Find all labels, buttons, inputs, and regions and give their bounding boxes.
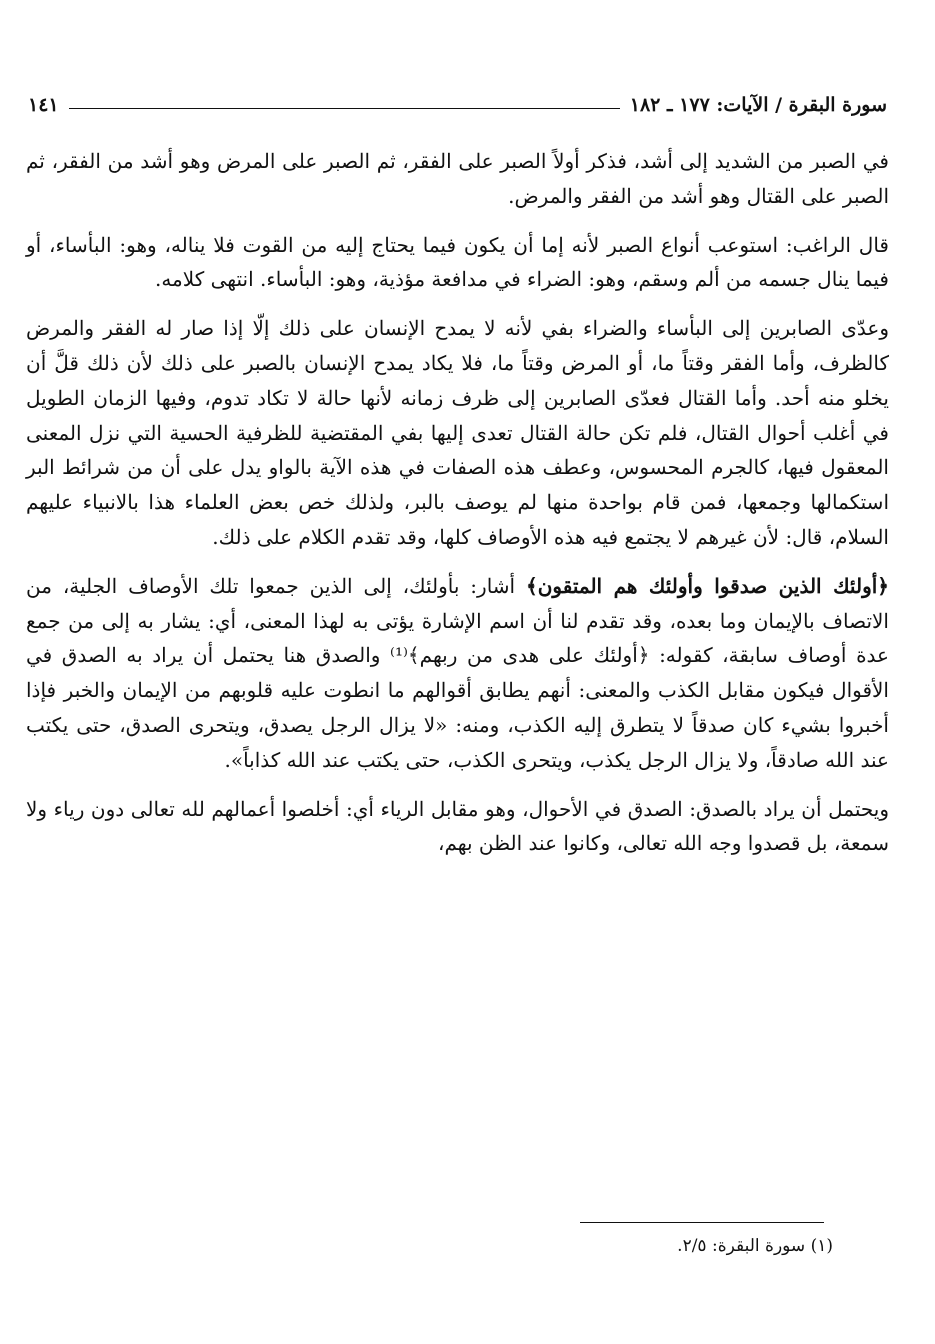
paragraph-5: ويحتمل أن يراد بالصدق: الصدق في الأحوال، وهو مقابل الرياء أي: أخلصوا أعمالهم لله تعالى دون رياء ولا سمعة، بل قصدوا وجه الله تعالى، وكانوا عند الظن بهم،	[26, 796, 889, 856]
running-header	[28, 86, 887, 116]
header-rule	[69, 108, 620, 109]
body-text	[26, 144, 889, 875]
paragraph-4-text: أشار: بأولئك، إلى الذين جمعوا تلك الأوصاف الجلية، من الاتصاف بالإيمان وما بعده، وقد تقدم لنا أن اسم الإشارة يؤتى به لهذا المعنى، أي: يشار به إلى من جمع عدة أوصاف سابقة، كقوله: ﴿أولئك على هدى من ربهم﴾⁽¹⁾ والصدق هنا يحتمل أن يراد به الصدق في الأقوال فيكون مقابل الكذب والمعنى: أنهم يطابق أقوالهم ما انطوت عليه قلوبهم من الإيمان والخبر فإذا أخبروا بشيء كان صدقاً لا يتطرق إليه الكذب، ومنه: «لا يزال الرجل يصدق، ويتحرى الصدق، حتى يكتب عند الله صادقاً، ولا يزال الرجل يكذب، ويتحرى الكذب، حتى يكتب عند الله كذاباً».	[26, 573, 889, 772]
paragraph-4	[26, 569, 889, 778]
paragraph-2: قال الراغب: استوعب أنواع الصبر لأنه إما أن يكون فيما يحتاج إليه من القوت فلا يناله، وهو: البأساء، أو فيما ينال جسمه من ألم وسقم، وهو: الضراء في مدافعة مؤذية، وهو: البأساء. انتهى كلامه.	[26, 232, 889, 292]
quran-verse-quote: ﴿أولئك الذين صدقوا وأولئك هم المتقون﴾	[525, 573, 889, 598]
paragraph-1: في الصبر من الشديد إلى أشد، فذكر أولاً الصبر على الفقر، ثم الصبر على المرض وهو أشد من الفقر، ثم الصبر على القتال وهو أشد من الفقر والمرض.	[26, 149, 889, 208]
footnote-rule	[580, 1222, 824, 1223]
footnote: (١) سورة البقرة: ٢/٥.	[677, 1236, 833, 1256]
header-title: سورة البقرة / الآيات: ١٧٧ ـ ١٨٢	[629, 94, 887, 116]
page-number: ١٤١	[28, 94, 59, 116]
paragraph-3: وعدّى الصابرين إلى البأساء والضراء بفي لأنه لا يمدح الإنسان على ذلك إلّا إذا صار له الفقر والمرض كالظرف، وأما الفقر وقتاً ما، أو المرض وقتاً ما، فلا يكاد يمدح الإنسان بالصبر على ذلك لأن ذلك قلَّ أن يخلو منه أحد. وأما القتال فعدّى الصابرين إلى ظرف زمانه لأنها حالة لا تكاد تدوم، وفيها الزمان الطويل في أغلب أحوال القتال، فلم تكن حالة القتال تعدى إليها بفي المقتضية للظرفية الحسية التي نزل المعنى المعقول فيها، كالجرم المحسوس، وعطف هذه الصفات في هذه الآية بالواو يدل على أن من شرائط البر استكمالها وجمعها، فمن قام بواحدة منها لم يوصف بالبر، ولذلك خص بعض العلماء هذا بالانبياء عليهم السلام، قال: لأن غيرهم لا يجتمع فيه هذه الأوصاف كلها، وقد تقدم الكلام على ذلك.	[26, 316, 890, 549]
